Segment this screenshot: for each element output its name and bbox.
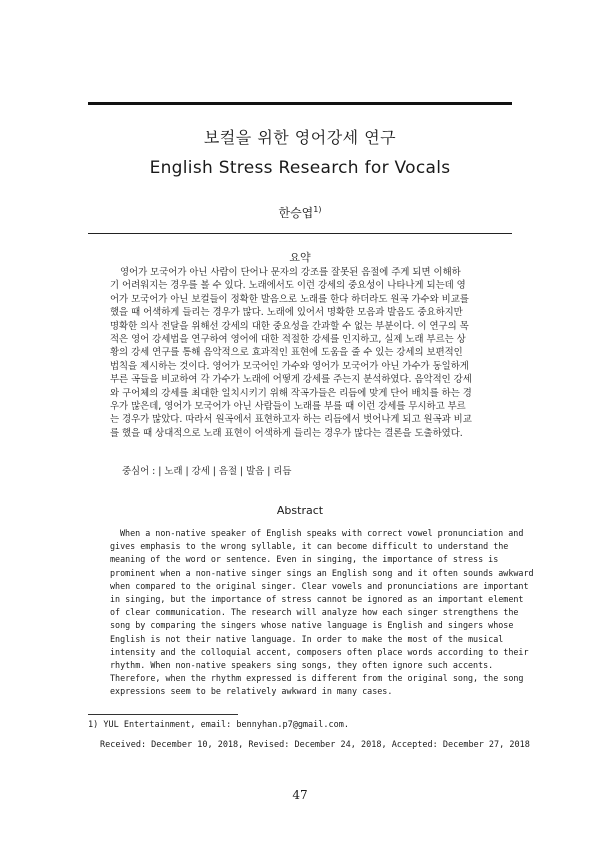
abstract-korean	[110, 266, 490, 440]
footnote: 1) YUL Entertainment, email: bennyhan.p7@gmail.com.	[88, 720, 349, 730]
abstract-line: gives emphasis to the wrong syllable, it can become difficult to understand the	[110, 541, 509, 552]
footnote-rule	[88, 714, 238, 715]
abstract-line: English is not their native language. In order to make the most of the musical	[110, 633, 504, 644]
abstract-line: 는 경우가 많았다. 따라서 원곡에서 표현하고자 하는 리듬에서 벗어나게 되고 원곡과 비교	[110, 414, 472, 426]
abstract-line: 적은 영어 강세법을 연구하여 영어에 대한 적절한 강세를 인지하고, 실제 노래 부르는 상	[110, 334, 466, 346]
abstract-line: intensity and the colloquial accent, composers often place words according to their	[110, 646, 529, 657]
abstract-line: 영어가 모국어가 아닌 사람이 단어나 문자의 강조를 잘못된 음절에 주게 되면 이해하	[120, 267, 461, 278]
abstract-line: 우가 많은데, 영어가 모국어가 아닌 사람들이 노래를 부를 때 이런 강세를 무시하고 부르	[110, 401, 466, 413]
abstract-ko-heading: 요약	[289, 251, 311, 264]
abstract-line: meaning of the word or sentence. Even in singing, the importance of stress is	[110, 554, 499, 565]
received-dates: Received: December 10, 2018, Revised: December 24, 2018, Accepted: December 27, 2018	[100, 740, 530, 750]
top-rule	[88, 102, 512, 105]
abstract-line: song by comparing the singers whose native language is English and singers whose	[110, 620, 514, 631]
abstract-line: prominent when a non-native singer sings an English song and it often sounds awkward	[110, 567, 534, 578]
author-name: 한승엽	[278, 206, 314, 220]
abstract-line: expressions seem to be relatively awkward in many cases.	[110, 686, 393, 697]
abstract-line: of clear communication. The research will analyze how each singer strengthens the	[110, 607, 519, 618]
author	[0, 204, 600, 221]
abstract-line: 법칙을 제시하는 것이다. 영어가 모국어인 가수와 영어가 모국어가 아닌 가수가 동일하게	[110, 360, 469, 372]
abstract-line: in singing, but the importance of stress cannot be ignored as an important element	[110, 594, 524, 605]
abstract-line: when compared to the original singer. Clear vowels and pronunciations are important	[110, 580, 529, 591]
abstract-line: 했을 때 어색하게 들리는 경우가 많다. 노래에 있어서 명확한 모음과 발음도 중요하지만	[110, 307, 463, 319]
abstract-en-heading: Abstract	[276, 504, 324, 517]
author-footnote-marker: 1)	[313, 205, 322, 214]
abstract-line: Therefore, when the rhythm expressed is different from the original song, the song	[110, 673, 524, 684]
header-rule	[88, 233, 512, 234]
abstract-line: 와 구어체의 강세를 최대한 일치시키기 위해 작곡가들은 리듬에 맞게 단어 배치를 하는 경	[110, 387, 472, 399]
title-english: English Stress Research for Vocals	[149, 158, 451, 178]
abstract-line: 부른 곡들을 비교하여 각 가수가 노래에 어떻게 강세를 주는지 분석하였다. 음악적인 강세	[110, 374, 472, 386]
abstract-line: rhythm. When non-native speakers sing songs, they often ignore such accents.	[110, 660, 494, 671]
abstract-line: 황의 강세 연구를 통해 음악적으로 효과적인 표현에 도움을 줄 수 있는 강세의 보편적인	[110, 347, 463, 359]
abstract-line: 기 어려워지는 경우를 볼 수 있다. 노래에서도 이런 강세의 중요성이 나타나게 되는데 영	[110, 280, 466, 292]
abstract-line: 명확한 의사 전달을 위해선 강세의 대한 중요성을 간과할 수 없는 부분이다. 이 연구의 목	[110, 320, 469, 332]
page-number: 47	[292, 788, 308, 802]
abstract-line: 어가 모국어가 아닌 보컬들이 정확한 발음으로 노래를 한다 하더라도 원곡 가수와 비교를	[110, 293, 469, 305]
keywords: 중심어 : | 노래 | 강세 | 음절 | 발음 | 리듬	[122, 466, 292, 477]
title-korean: 보컬을 위한 영어강세 연구	[203, 128, 397, 147]
abstract-line: When a non-native speaker of English speaks with correct vowel pronunciation and	[120, 528, 524, 538]
abstract-english	[110, 527, 534, 699]
abstract-line: 를 했을 때 상대적으로 노래 표현이 어색하게 들리는 경우가 많다는 결론을 도출하였다.	[110, 427, 463, 439]
